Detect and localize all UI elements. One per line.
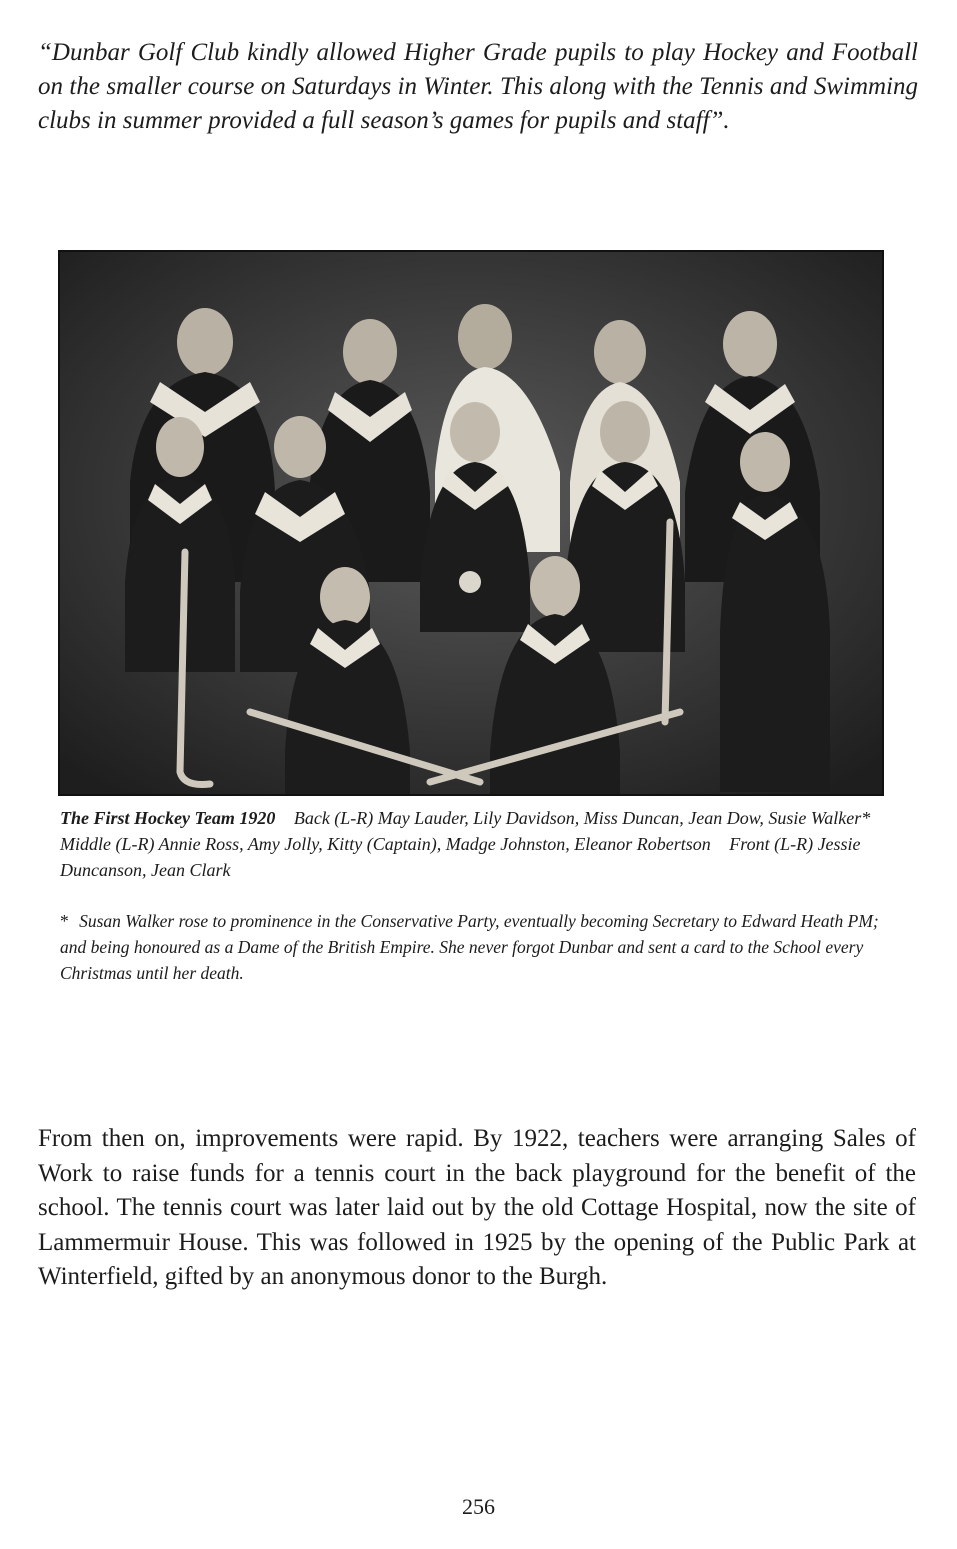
page-number: 256 — [462, 1494, 495, 1519]
caption-middle-row: Middle (L-R) Annie Ross, Amy Jolly, Kitty (Captain), Madge Johnston, Eleanor Robertson — [60, 834, 711, 854]
team-photo-icon — [60, 252, 882, 794]
caption-title: The First Hockey Team 1920 — [60, 808, 276, 828]
photo-caption — [60, 805, 890, 883]
caption-front-row: Front (L-R) Jessie Duncanson, Jean Clark — [60, 834, 861, 880]
team-photo — [58, 250, 884, 796]
body-paragraph: From then on, improvements were rapid. By 1922, teachers were arranging Sales of Work to raise funds for a tennis court in the back playground for the benefit of the school. The tennis court was later laid out by the old Cottage Hospital, now the site of Lammermuir House. This was followed in 1925 by the opening of the Public Park at Winterfield, gifted by an anonymous donor to the Burgh. — [38, 1125, 916, 1290]
footnote — [60, 908, 890, 986]
caption-back-row: Back (L-R) May Lauder, Lily Davidson, Miss Duncan, Jean Dow, Susie Walker* — [293, 808, 871, 828]
footnote-marker: * — [60, 911, 69, 931]
intro-quote: “Dunbar Golf Club kindly allowed Higher Grade pupils to play Hockey and Football on the smaller course on Saturdays in Winter. This along with the Tennis and Swimming clubs in summer provided a full season’s games for pupils and staff”. — [38, 39, 918, 134]
footnote-text: Susan Walker rose to prominence in the Conservative Party, eventually becoming Secretary to Edward Heath PM; and being honoured as a Dame of the British Empire. She never forgot Dunbar and sent a card to the School every Christmas until her death. — [60, 911, 879, 983]
